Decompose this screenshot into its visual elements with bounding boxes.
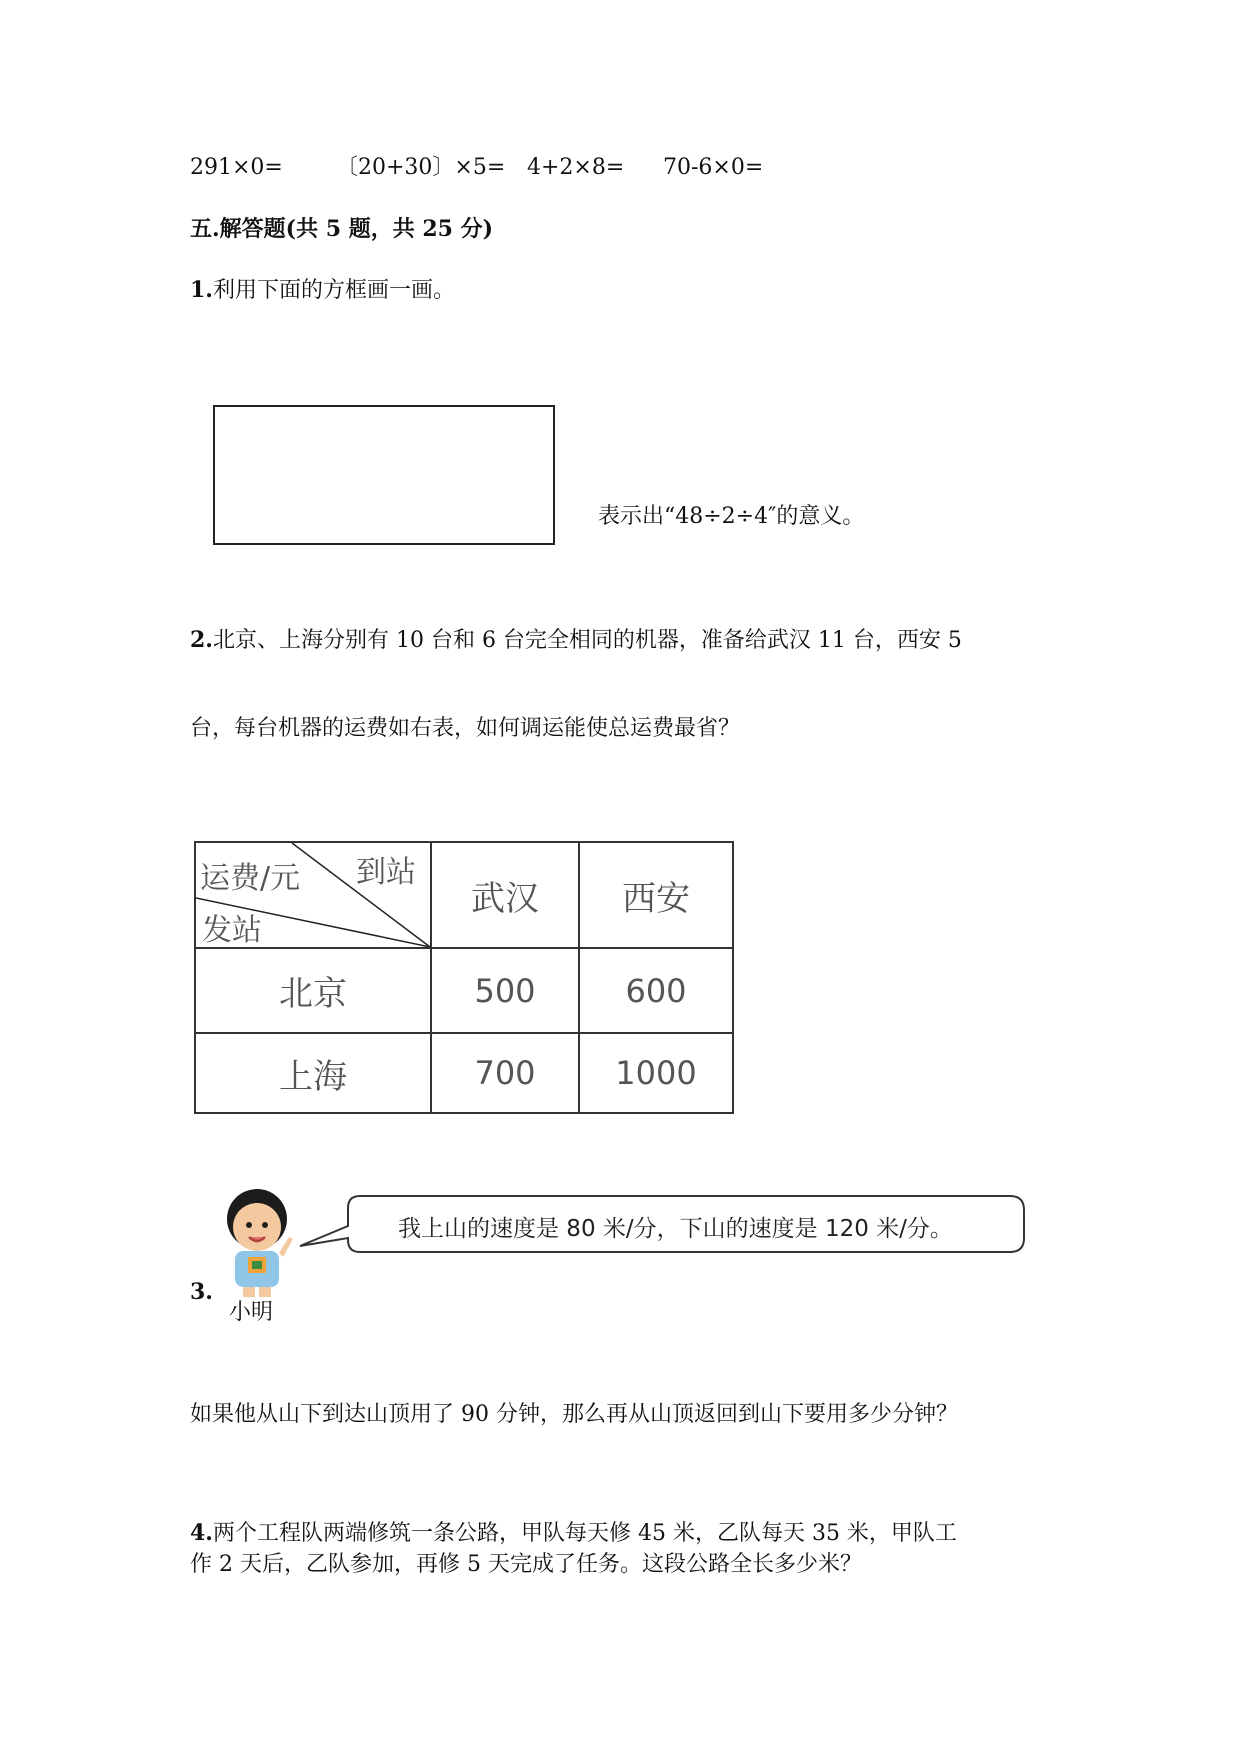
question-2-line-1 <box>190 629 962 652</box>
fare-cell: 600 <box>579 948 733 1033</box>
drawing-box[interactable] <box>213 405 555 545</box>
column-header-xian: 西安 <box>579 842 733 948</box>
speech-bubble-text: 我上山的速度是 80 米/分，下山的速度是 120 米/分。 <box>398 1216 953 1242</box>
question-2-line-2: 台，每台机器的运费如右表，如何调运能使总运费最省？ <box>190 716 741 741</box>
question-4-line-2: 作 2 天后，乙队参加，再修 5 天完成了任务。这段公路全长多少米？ <box>190 1552 862 1577</box>
calc-item-1: 291×0= <box>190 155 283 180</box>
fare-cell: 700 <box>431 1033 579 1113</box>
fare-cell: 1000 <box>579 1033 733 1113</box>
question-3-number: 3. <box>190 1279 213 1305</box>
calc-item-2: 〔20+30〕×5= <box>336 155 506 180</box>
section-title: 五.解答题(共 5 题，共 25 分) <box>190 216 494 242</box>
corner-label-arrival: 到站 <box>356 855 416 890</box>
question-4-line-1 <box>190 1522 957 1545</box>
character-name: 小明 <box>229 1300 274 1325</box>
row-header-shanghai: 上海 <box>195 1033 431 1113</box>
boy-illustration <box>213 1183 301 1303</box>
question-4-text-1: 两个工程队两端修筑一条公路，甲队每天修 45 米，乙队每天 35 米，甲队工 <box>212 1521 957 1546</box>
question-3-text: 如果他从山下到达山顶用了 90 分钟，那么再从山顶返回到山下要用多少分钟？ <box>190 1402 958 1427</box>
corner-label-fare: 运费/元 <box>200 861 301 896</box>
question-4-number: 4. <box>190 1520 213 1546</box>
question-1 <box>190 279 455 302</box>
question-1-number: 1. <box>190 277 213 303</box>
question-2-number: 2. <box>190 627 213 653</box>
calc-item-3: 4+2×8= <box>527 155 625 180</box>
calc-item-4: 70-6×0= <box>663 155 764 180</box>
question-1-text: 利用下面的方框画一画。 <box>212 278 455 303</box>
row-header-beijing: 北京 <box>195 948 431 1033</box>
column-header-wuhan: 武汉 <box>431 842 579 948</box>
question-1-caption: 表示出“48÷2÷4″的意义。 <box>598 504 865 529</box>
fare-table <box>194 841 734 1114</box>
fare-table-row <box>195 1033 733 1113</box>
fare-table-corner-cell <box>195 842 431 948</box>
fare-table-header-row <box>195 842 733 948</box>
question-2-text-1: 北京、上海分别有 10 台和 6 台完全相同的机器，准备给武汉 11 台，西安 5 <box>212 628 962 653</box>
corner-label-departure: 发站 <box>202 913 262 948</box>
fare-table-row <box>195 948 733 1033</box>
fare-cell: 500 <box>431 948 579 1033</box>
